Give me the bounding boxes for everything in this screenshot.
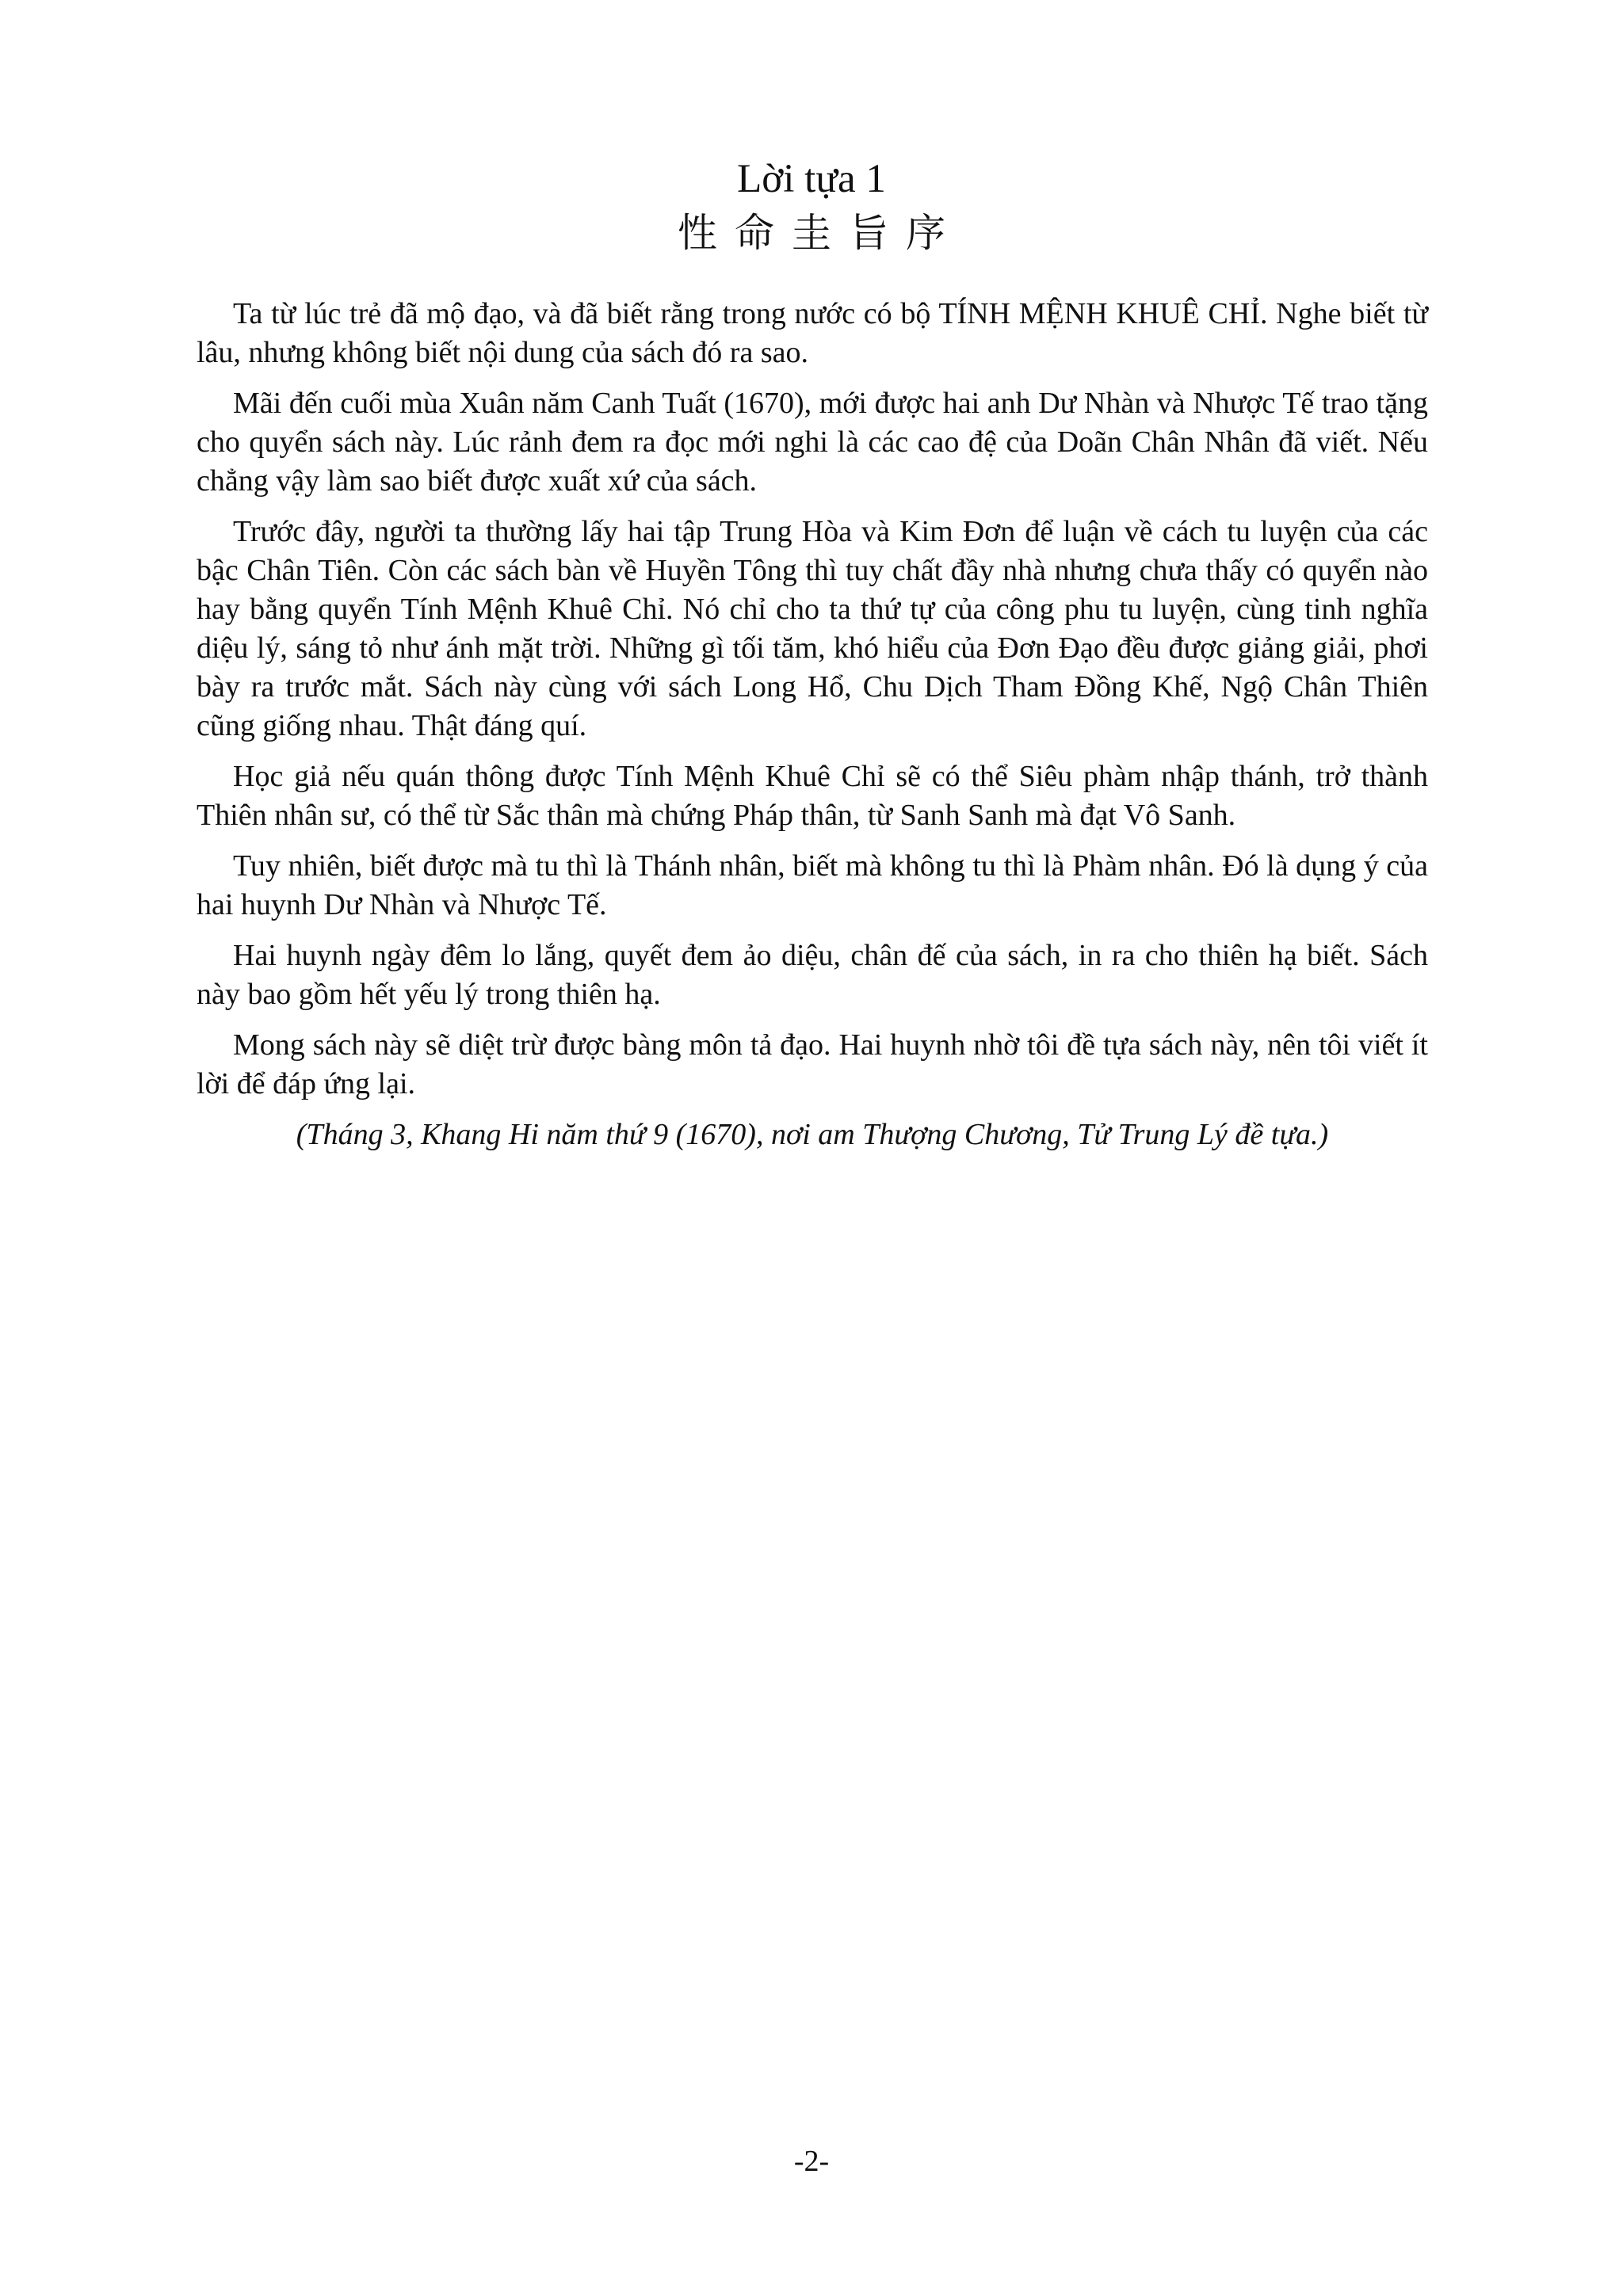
paragraph: Mong sách này sẽ diệt trừ được bàng môn tả đạo. Hai huynh nhờ tôi đề tựa sách này, nên tôi viết ít lời để đáp ứng lại.	[197, 1028, 1428, 1100]
paragraph: Học giả nếu quán thông được Tính Mệnh Khuê Chỉ sẽ có thể Siêu phàm nhập thánh, trở thành Thiên nhân sư, có thể từ Sắc thân mà chứng Pháp thân, từ Sanh Sanh mà đạt Vô Sanh.	[197, 760, 1428, 832]
preface-body	[197, 295, 1428, 1154]
paragraph: Hai huynh ngày đêm lo lắng, quyết đem ảo diệu, chân đế của sách, in ra cho thiên hạ biết. Sách này bao gồm hết yếu lý trong thiên hạ.	[197, 939, 1428, 1011]
paragraph: Mãi đến cuối mùa Xuân năm Canh Tuất (1670), mới được hai anh Dư Nhàn và Nhược Tế trao tặng cho quyển sách này. Lúc rảnh đem ra đọc mới nghi là các cao đệ của Doãn Chân Nhân đã viết. Nếu chẳng vậy làm sao biết được xuất xứ của sách.	[197, 387, 1428, 498]
paragraph: Ta từ lúc trẻ đã mộ đạo, và đã biết rằng trong nước có bộ TÍNH MỆNH KHUÊ CHỈ. Nghe biết từ lâu, nhưng không biết nội dung của sách đó ra sao.	[197, 297, 1428, 369]
paragraph: Tuy nhiên, biết được mà tu thì là Thánh nhân, biết mà không tu thì là Phàm nhân. Đó là dụng ý của hai huynh Dư Nhàn và Nhược Tế.	[197, 849, 1428, 921]
chinese-subtitle: 性命圭旨序	[678, 210, 963, 256]
signoff-note: (Tháng 3, Khang Hi năm thứ 9 (1670), nơi am Thượng Chương, Tử Trung Lý đề tựa.)	[296, 1118, 1329, 1151]
paragraph: Trước đây, người ta thường lấy hai tập Trung Hòa và Kim Đơn để luận về cách tu luyện của các bậc Chân Tiên. Còn các sách bàn về Huyền Tông thì tuy chất đầy nhà nhưng chưa thấy có quyển nào hay bằng quyển Tính Mệnh Khuê Chỉ. Nó chỉ cho ta thứ tự của công phu tu luyện, cùng tinh nghĩa diệu lý, sáng tỏ như ánh mặt trời. Những gì tối tăm, khó hiểu của Đơn Đạo đều được giảng giải, phơi bày ra trước mắt. Sách này cùng với sách Long Hổ, Chu Dịch Tham Đồng Khế, Ngộ Chân Thiên cũng giống nhau. Thật đáng quí.	[197, 515, 1428, 742]
page-title: Lời tựa 1	[737, 157, 886, 201]
page-number: -2-	[793, 2145, 830, 2178]
